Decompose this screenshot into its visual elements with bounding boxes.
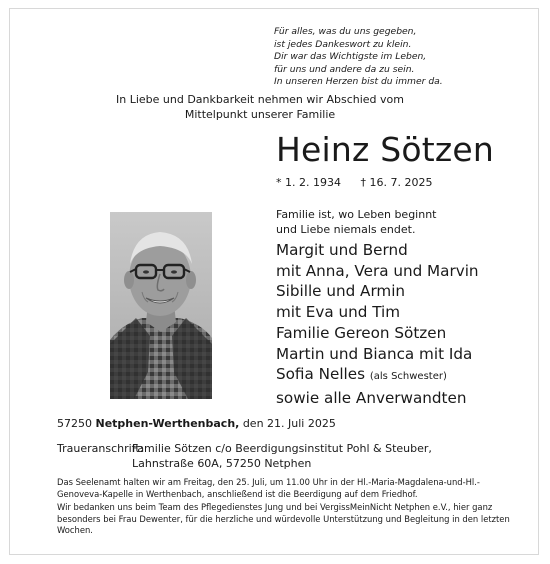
intro-line: In Liebe und Dankbarkeit nehmen wir Abschied vom <box>116 93 404 106</box>
mourner-line: Martin und Bianca mit Ida <box>276 344 473 363</box>
life-dates <box>276 176 432 189</box>
mourner-line <box>276 364 479 388</box>
mourner-line: mit Anna, Vera und Marvin <box>276 261 479 280</box>
portrait-photo <box>110 212 212 399</box>
address-line: Lahnstraße 60A, 57250 Netphen <box>132 456 312 470</box>
death-date: † 16. 7. 2025 <box>360 176 433 189</box>
place-and-date <box>57 417 336 430</box>
birth-date: * 1. 2. 1934 <box>276 176 341 189</box>
intro-text <box>90 93 430 122</box>
motto-line: und Liebe niemals endet. <box>276 222 416 236</box>
poem <box>274 26 524 89</box>
mourner-line: Sibille und Armin <box>276 282 406 301</box>
funeral-info: Das Seelenamt halten wir am Freitag, den 25. Juli, um 11.00 Uhr in der Hl.-Maria-Magdalena-und-Hl.-Genoveva-Kapelle in Werthenbach, anschließend ist die Beerdigung auf dem Friedhof. <box>57 477 480 499</box>
poem-line: Dir war das Wichtigste im Leben, <box>274 51 427 63</box>
notice-date: den 21. Juli 2025 <box>242 417 336 430</box>
thanks-text: Wir bedanken uns beim Team des Pflegedienstes Jung und bei VergissMeinNicht Netphen e.V., hier ganz besonders bei Frau Dewenter, für die herzliche und würdevolle Unterstützung und Begleitung in den letzten Wochen. <box>57 502 510 536</box>
family-motto <box>276 208 437 237</box>
mourner-relation: (als Schwester) <box>369 371 447 383</box>
intro-line: Mittelpunkt unserer Familie <box>184 107 336 121</box>
mourner-line: Margit und Bernd <box>276 241 408 259</box>
mourner-line: mit Eva und Tim <box>276 303 401 322</box>
portrait-illustration <box>110 212 212 399</box>
address-line: Familie Sötzen c/o Beerdigungsinstitut Pohl & Steuber, <box>132 442 432 455</box>
motto-line: Familie ist, wo Leben beginnt <box>276 208 437 221</box>
mourner-line: sowie alle Anverwandten <box>276 388 467 407</box>
address-label: Traueranschrift: <box>57 442 144 455</box>
mourner-name: Sofia Nelles <box>276 365 366 384</box>
poem-line: für uns und andere da zu sein. <box>274 63 415 75</box>
poem-line: ist jedes Dankeswort zu klein. <box>274 38 412 50</box>
service-notes <box>57 477 517 539</box>
mourners-list <box>276 240 479 409</box>
postal-code: 57250 <box>57 417 92 430</box>
poem-line: Für alles, was du uns gegeben, <box>274 26 417 37</box>
deceased-name: Heinz Sötzen <box>276 130 495 169</box>
poem-line: In unseren Herzen bist du immer da. <box>274 76 443 88</box>
mourning-address <box>57 442 432 471</box>
town: Netphen-Werthenbach, <box>95 417 240 430</box>
mourner-line: Familie Gereon Sötzen <box>276 323 447 342</box>
